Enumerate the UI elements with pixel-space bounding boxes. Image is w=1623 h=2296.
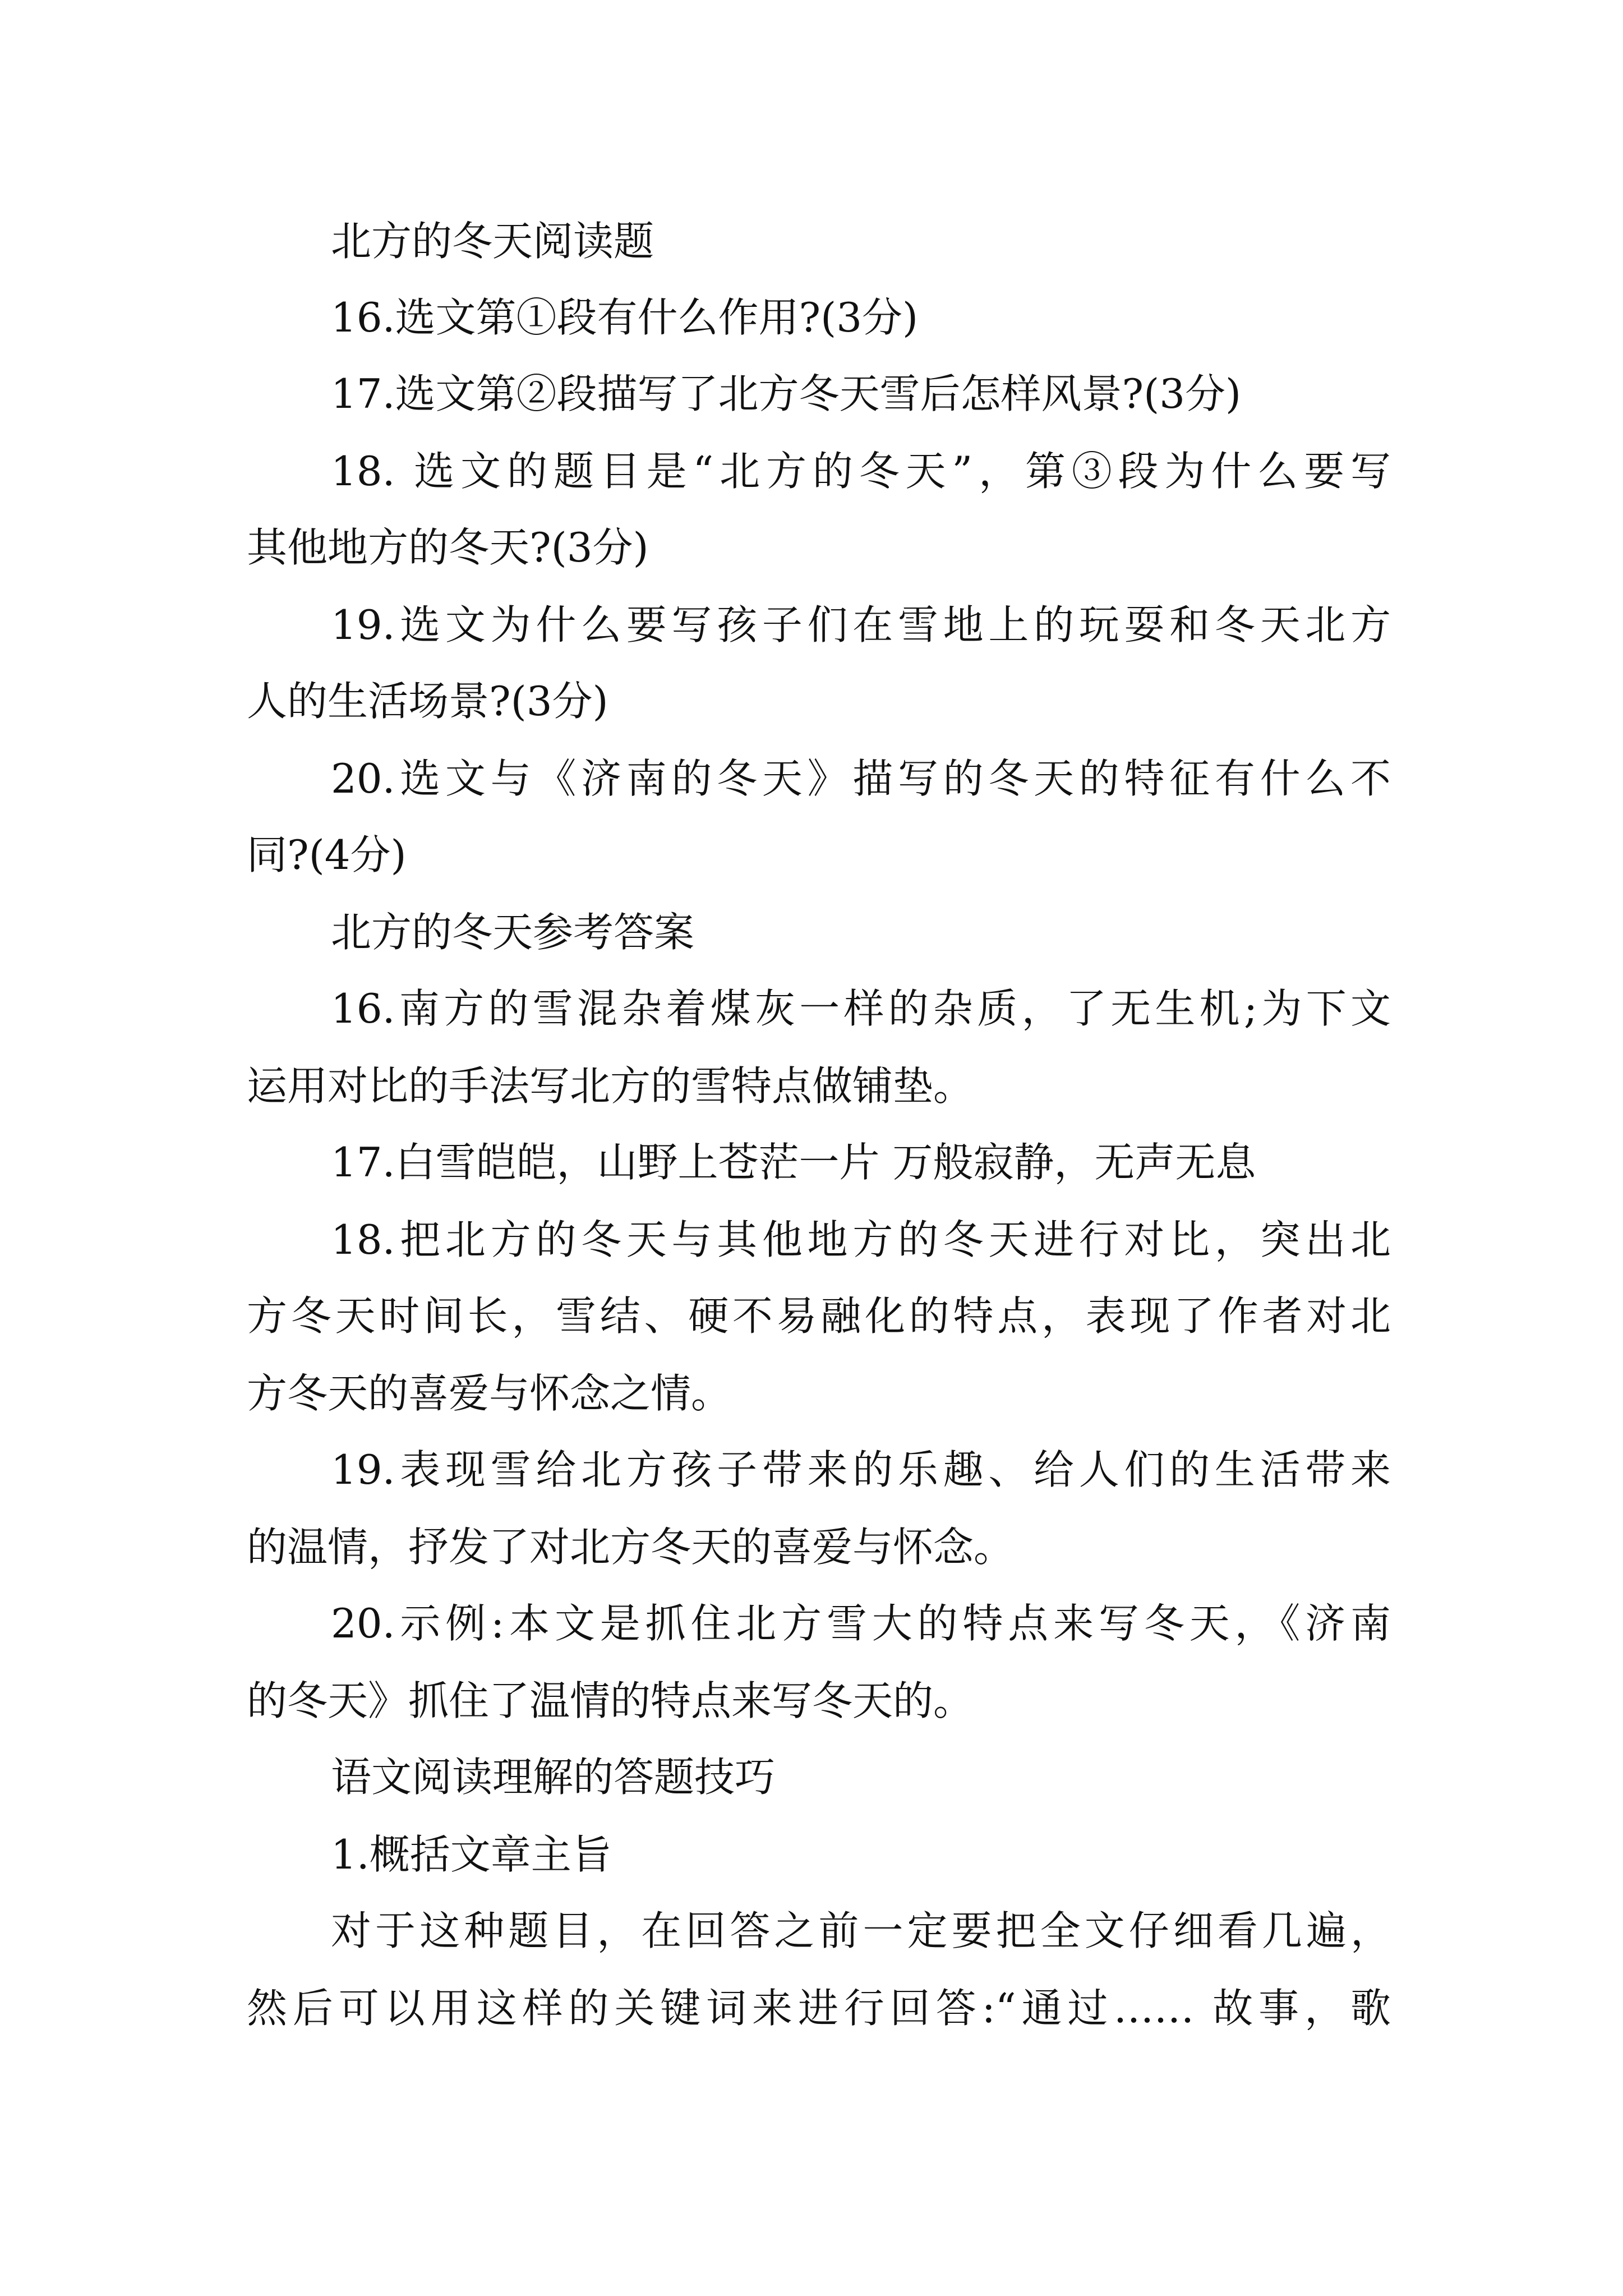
answer-18-line-3: 方冬天的喜爱与怀念之情。 [247,1370,732,1417]
answer-19-line-1: 19.表现雪给北方孩子带来的乐趣、给人们的生活带来 [331,1446,1391,1493]
answer-20-line-1: 20.示例:本文是抓住北方雪大的特点来写冬天，《济南 [331,1600,1391,1647]
question-19-line-2: 人的生活场景?(3分) [247,678,608,725]
question-18-line-2: 其他地方的冬天?(3分) [247,524,649,571]
answer-16-line-1: 16.南方的雪混杂着煤灰一样的杂质，了无生机;为下文 [331,985,1391,1032]
question-20-line-1: 20.选文与《济南的冬天》描写的冬天的特征有什么不 [331,755,1391,802]
answer-20-line-2: 的冬天》抓住了温情的特点来写冬天的。 [247,1677,974,1724]
answer-16-line-2: 运用对比的手法写北方的雪特点做铺垫。 [247,1062,974,1110]
question-19-line-1: 19.选文为什么要写孩子们在雪地上的玩耍和冬天北方 [331,601,1391,648]
tip-1-body-line-2: 然后可以用这样的关键词来进行回答:“通过…… 故事，歌 [247,1985,1391,2032]
answer-18-line-1: 18.把北方的冬天与其他地方的冬天进行对比，突出北 [331,1216,1391,1263]
tip-1-heading: 1.概括文章主旨 [331,1831,612,1878]
question-20-line-2: 同?(4分) [247,831,407,878]
tip-1-body-line-1: 对于这种题目，在回答之前一定要把全文仔细看几遍， [331,1907,1391,1954]
question-18-line-1: 18. 选文的题目是“北方的冬天”，第③段为什么要写 [331,448,1391,495]
section-title-answers: 北方的冬天参考答案 [331,909,695,956]
answer-17: 17.白雪皑皑，山野上苍茫一片 万般寂静，无声无息 [331,1139,1256,1186]
answer-18-line-2: 方冬天时间长，雪结、硬不易融化的特点，表现了作者对北 [247,1292,1391,1340]
section-title-tips: 语文阅读理解的答题技巧 [331,1754,776,1801]
section-title-reading-questions: 北方的冬天阅读题 [331,218,654,265]
answer-19-line-2: 的温情，抒发了对北方冬天的喜爱与怀念。 [247,1524,1015,1571]
question-17: 17.选文第②段描写了北方冬天雪后怎样风景?(3分) [331,370,1242,417]
question-16: 16.选文第①段有什么作用?(3分) [331,294,919,341]
